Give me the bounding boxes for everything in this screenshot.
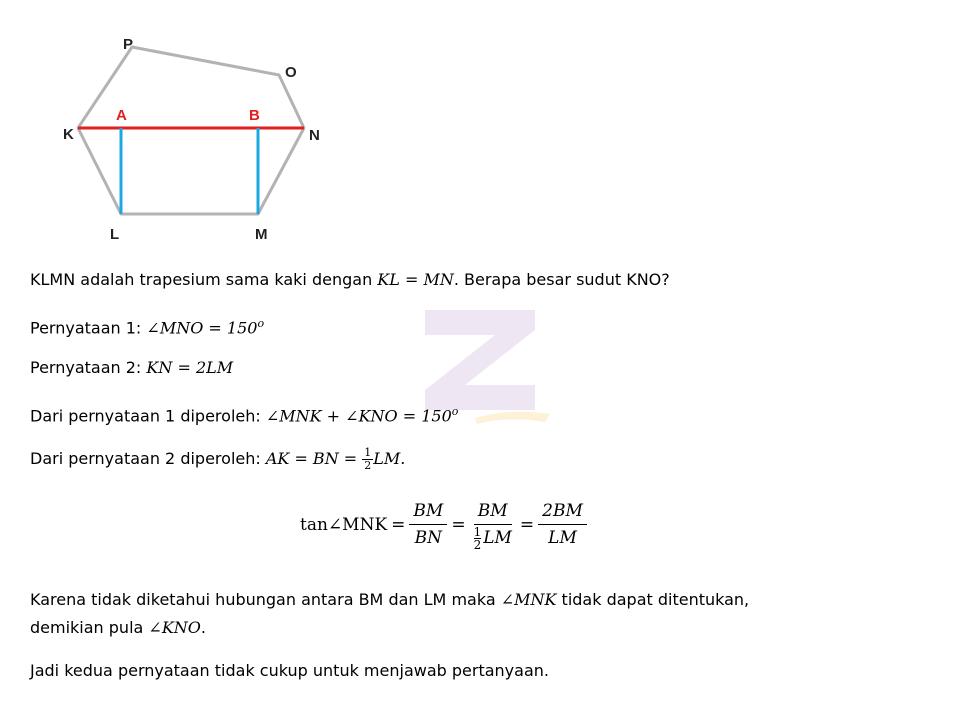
fraction-2bm-lm: $\frac{2BM}{LM}$: [538, 498, 587, 551]
statement-2: Pernyataan 2: KN = 2LM: [30, 358, 234, 377]
final-conclusion: Jadi kedua pernyataan tidak cukup untuk menjawab pertanyaan.: [30, 661, 549, 680]
label-k: K: [63, 126, 74, 143]
derivation-2: Dari pernyataan 2 diperoleh: AK = BN = $\frac{1}{2}$ LM.: [30, 446, 406, 472]
statement-1: Pernyataan 1: ∠MNO = $150^o$: [30, 317, 265, 338]
label-n: N: [309, 127, 320, 144]
pentagon-diagram: [0, 0, 340, 250]
label-o: O: [285, 64, 297, 81]
tangent-equation: [300, 498, 587, 551]
fraction-half: $\frac{1}{2}$: [364, 446, 372, 472]
fraction-bm-half-lm: BM $\frac{1}{2}$ LM: [470, 498, 516, 551]
equals-sign: =: [451, 514, 466, 535]
label-m: M: [255, 226, 268, 243]
equals-sign: =: [391, 514, 406, 535]
tan-label: tan∠MNK: [300, 514, 388, 535]
pentagon-outline: [78, 47, 304, 214]
fraction-bm-bn: $\frac{BM}{BN}$: [409, 498, 447, 551]
label-p: P: [123, 36, 134, 53]
derivation-1: Dari pernyataan 1 diperoleh: ∠MNK + ∠KNO = $150^o$: [30, 405, 459, 426]
label-b: B: [249, 107, 260, 124]
equals-sign: =: [519, 514, 535, 535]
label-l: L: [110, 226, 120, 243]
question-text: KLMN adalah trapesium sama kaki dengan KL = MN. Berapa besar sudut KNO?: [30, 270, 670, 289]
conclusion-line-1: Karena tidak diketahui hubungan antara BM dan LM maka ∠MNK tidak dapat ditentukan,: [30, 590, 750, 609]
conclusion-line-2: demikian pula ∠KNO.: [30, 618, 206, 637]
label-a: A: [116, 107, 127, 124]
